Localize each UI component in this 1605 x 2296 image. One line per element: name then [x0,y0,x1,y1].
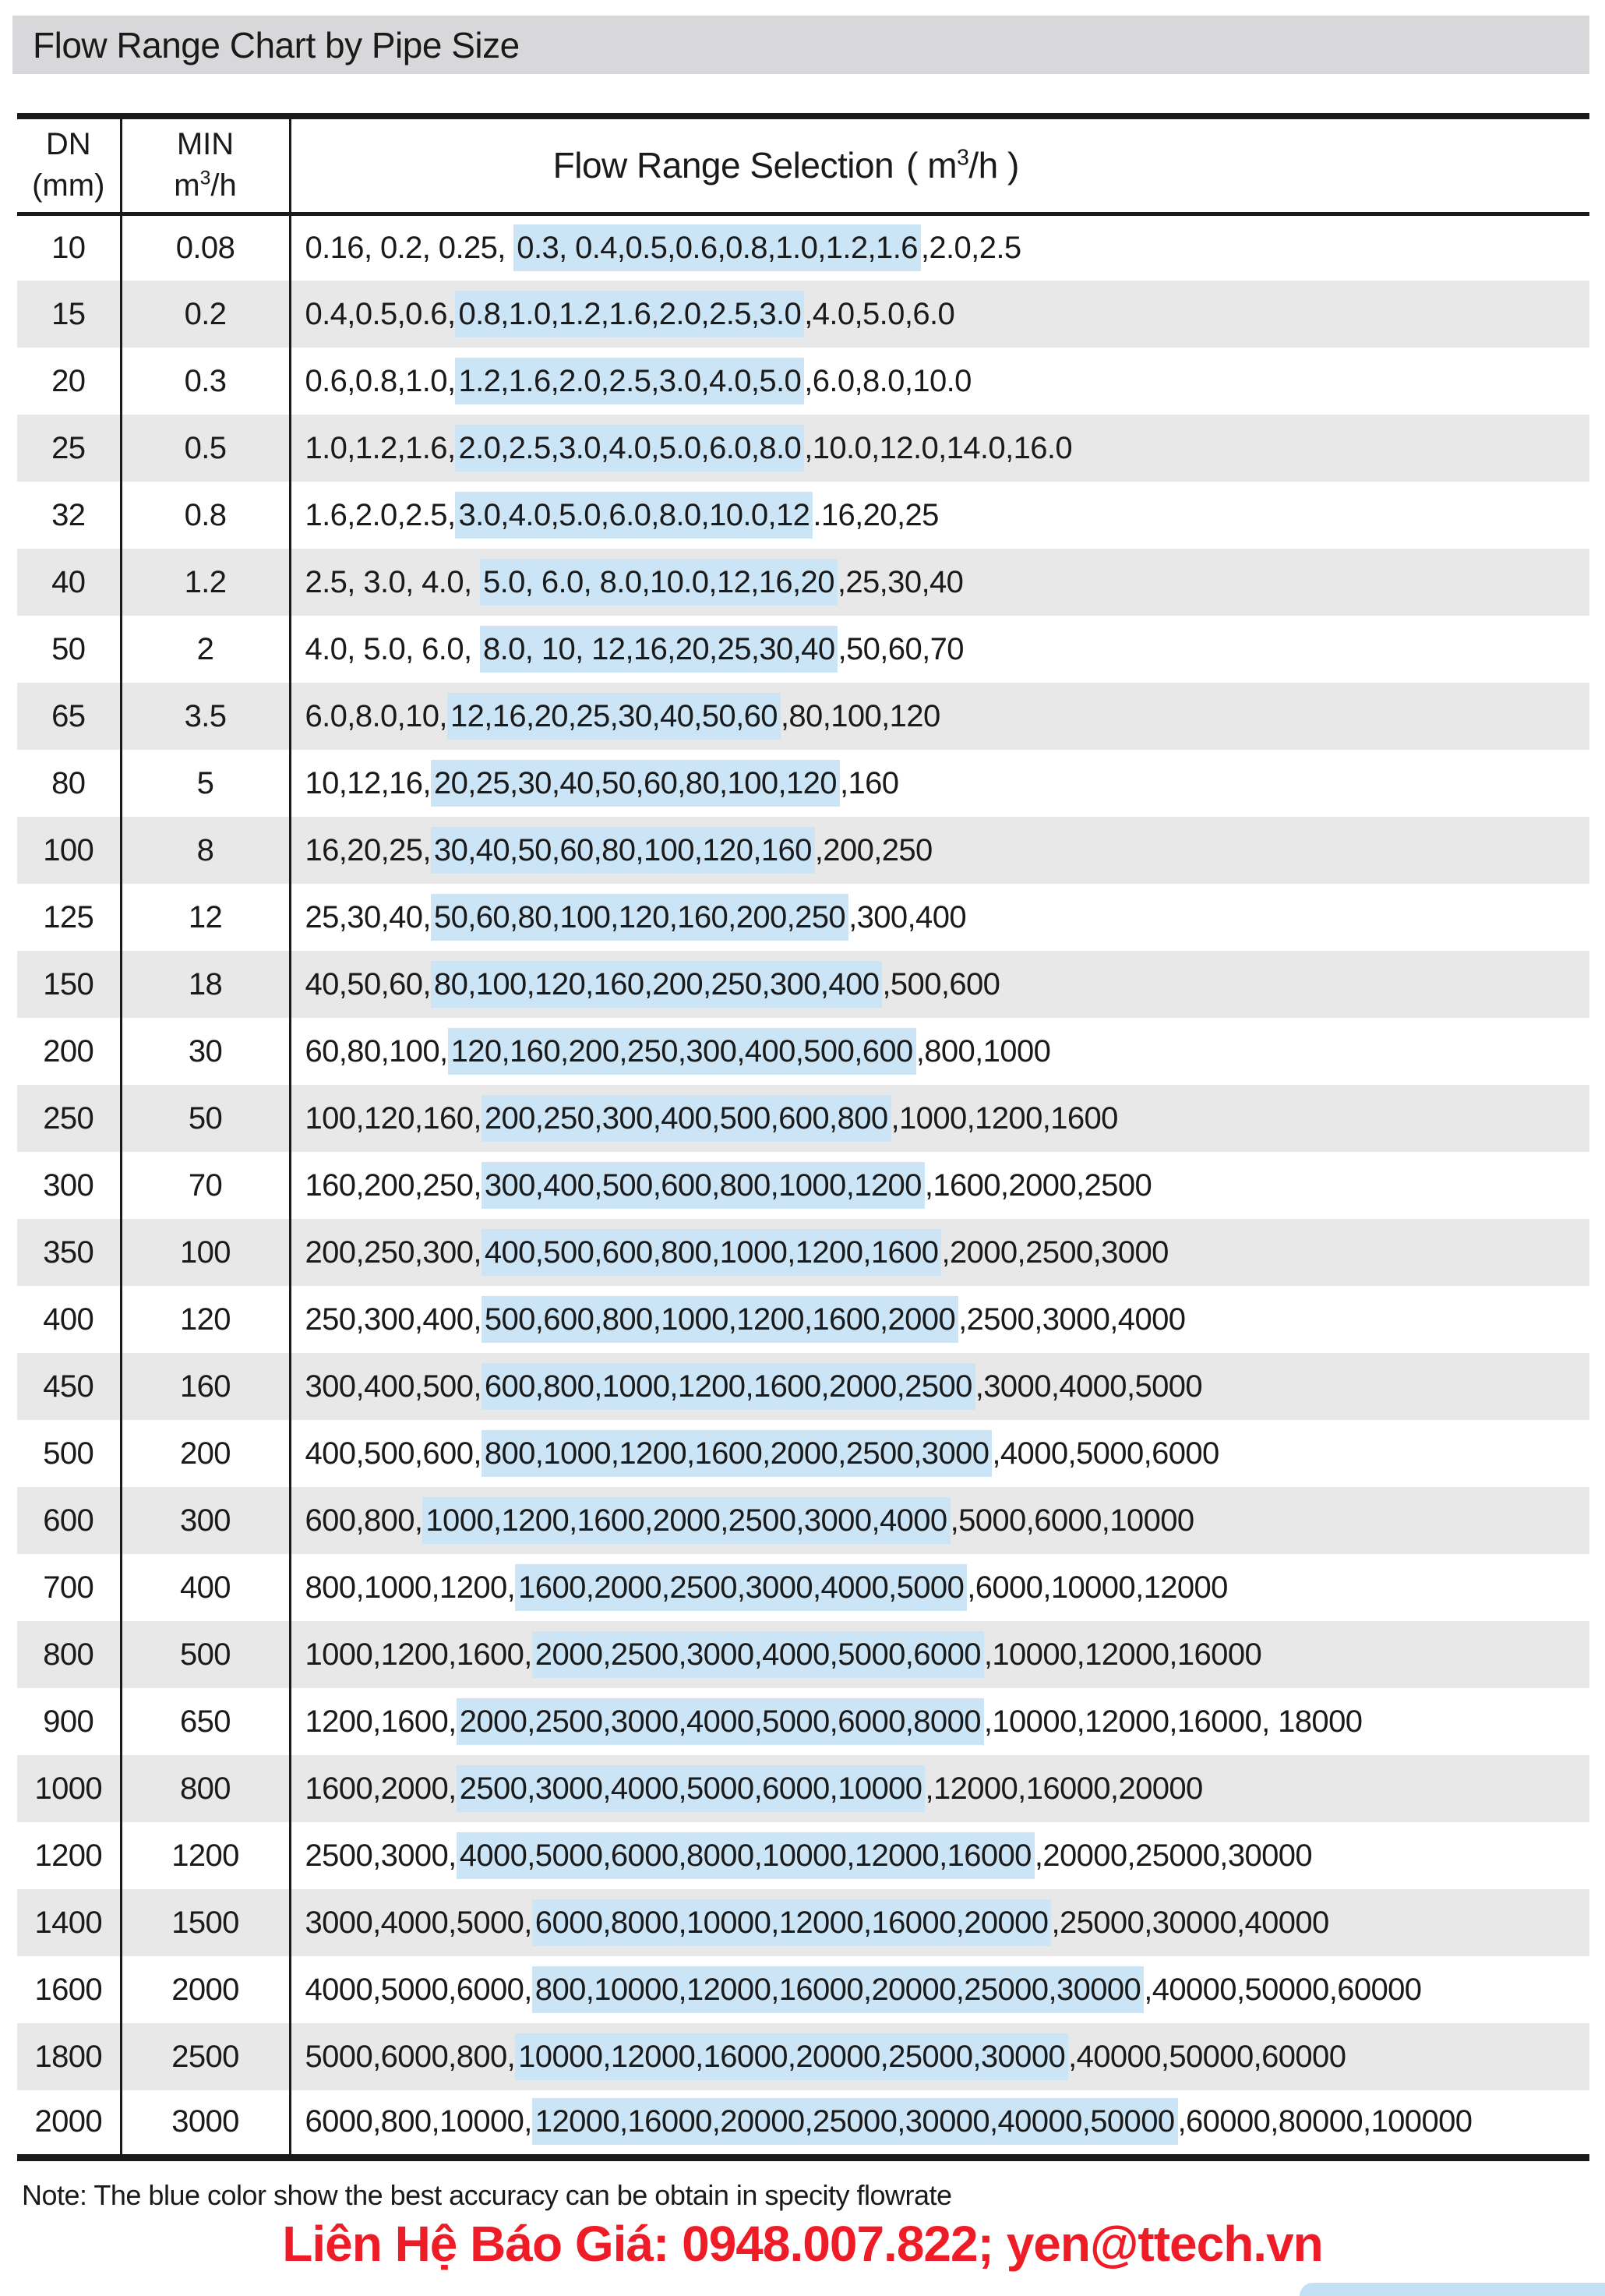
flow-range-prefix: 1200,1600, [305,1704,457,1739]
min-flow-cell: 400 [121,1554,290,1621]
flow-range-highlighted: 300,400,500,600,800,1000,1200 [482,1162,925,1209]
flow-range-highlighted: 800,10000,12000,16000,20000,25000,30000 [532,1966,1144,2013]
flow-range-prefix: 2500,3000, [305,1838,457,1873]
min-flow-cell: 8 [121,817,290,884]
flow-range-suffix: ,50,60,70 [838,631,964,666]
dn-cell: 1400 [17,1889,121,1956]
table-row [17,1085,1589,1152]
flow-range-highlighted: 2000,2500,3000,4000,5000,6000 [532,1631,984,1678]
flow-range-suffix: ,20000,25000,30000 [1034,1838,1313,1873]
header-min-unit: $m^3/h$ [174,168,237,203]
flow-range-highlighted: 500,600,800,1000,1200,1600,2000 [482,1296,958,1343]
flow-range-prefix: 40,50,60, [305,966,431,1001]
flow-range-suffix: ,60000,80000,100000 [1177,2104,1473,2139]
table-row [17,616,1589,683]
flow-range-highlighted: 8.0, 10, 12,16,20,25,30,40 [480,626,838,673]
dn-cell: 2000 [17,2090,121,2157]
dn-cell: 100 [17,817,121,884]
flow-range-prefix: 0.6,0.8,1.0, [305,363,456,398]
table-row [17,1286,1589,1353]
table-row [17,482,1589,549]
table-row [17,1353,1589,1420]
table-row [17,750,1589,817]
min-flow-cell: 650 [121,1688,290,1755]
flow-range-cell [290,1353,1589,1420]
flow-range-suffix: ,6000,10000,12000 [967,1570,1228,1605]
flow-range-prefix: 1.6,2.0,2.5, [305,497,456,532]
dn-cell: 80 [17,750,121,817]
flow-range-prefix: 4.0, 5.0, 6.0, [305,631,480,666]
table-row [17,2023,1589,2090]
header-dn [17,116,121,214]
dn-cell: 600 [17,1487,121,1554]
flow-range-prefix: 1.0,1.2,1.6, [305,430,456,465]
flow-range-cell [290,951,1589,1018]
flow-range-highlighted: 120,160,200,250,300,400,500,600 [448,1028,916,1075]
flow-range-highlighted: 0.8,1.0,1.2,1.6,2.0,2.5,3.0 [455,291,804,337]
min-flow-cell: 3000 [121,2090,290,2157]
dn-cell: 32 [17,482,121,549]
table-row [17,1487,1589,1554]
flow-range-highlighted: 1000,1200,1600,2000,2500,3000,4000 [422,1497,950,1544]
flow-range-cell [290,1219,1589,1286]
flow-range-highlighted: 80,100,120,160,200,250,300,400 [431,961,882,1008]
dn-cell: 15 [17,281,121,348]
dn-cell: 400 [17,1286,121,1353]
min-flow-cell: 0.3 [121,348,290,415]
flow-range-prefix: 160,200,250, [305,1167,482,1203]
flow-range-suffix: ,2500,3000,4000 [958,1302,1186,1337]
corner-decoration [1300,2283,1605,2296]
flow-range-prefix: 16,20,25, [305,832,431,867]
flow-range-prefix: 250,300,400, [305,1302,482,1337]
header-min-line1: MIN [176,127,235,162]
flow-range-table [17,113,1589,2161]
min-flow-cell: 2 [121,616,290,683]
table-row [17,1956,1589,2023]
min-flow-cell: 800 [121,1755,290,1822]
flow-range-highlighted: 1.2,1.6,2.0,2.5,3.0,4.0,5.0 [455,358,804,404]
table-body [17,214,1589,2157]
flow-range-cell [290,281,1589,348]
table-row [17,415,1589,482]
min-flow-cell: 0.8 [121,482,290,549]
table-row [17,1755,1589,1822]
table-row [17,1822,1589,1889]
flow-range-cell [290,1487,1589,1554]
min-flow-cell: 3.5 [121,683,290,750]
table-row [17,884,1589,951]
flow-range-highlighted: 30,40,50,60,80,100,120,160 [431,827,815,874]
min-flow-cell: 500 [121,1621,290,1688]
min-flow-cell: 1200 [121,1822,290,1889]
min-flow-cell: 0.2 [121,281,290,348]
table-row [17,2090,1589,2157]
flow-range-highlighted: 10000,12000,16000,20000,25000,30000 [515,2033,1068,2080]
min-flow-cell: 300 [121,1487,290,1554]
flow-range-suffix: ,6.0,8.0,10.0 [804,363,972,398]
dn-cell: 300 [17,1152,121,1219]
flow-range-cell [290,1554,1589,1621]
flow-range-highlighted: 200,250,300,400,500,600,800 [482,1095,891,1142]
flow-range-prefix: 1600,2000, [305,1771,457,1806]
header-min [121,116,290,214]
table-row [17,1152,1589,1219]
flow-range-suffix: ,40000,50000,60000 [1144,1972,1422,2007]
flow-range-highlighted: 12000,16000,20000,25000,30000,40000,50000 [532,2098,1178,2145]
flow-range-cell [290,1152,1589,1219]
flow-range-suffix: ,1000,1200,1600 [891,1100,1118,1136]
flow-range-prefix: 300,400,500, [305,1369,482,1404]
flow-range-highlighted: 2.0,2.5,3.0,4.0,5.0,6.0,8.0 [455,425,804,472]
min-flow-cell: 2000 [121,1956,290,2023]
flow-range-cell [290,1420,1589,1487]
dn-cell: 1000 [17,1755,121,1822]
flow-range-prefix: 0.16, 0.2, 0.25, [305,230,514,265]
flow-range-highlighted: 1600,2000,2500,3000,4000,5000 [515,1564,967,1611]
flow-range-prefix: 60,80,100, [305,1033,448,1069]
dn-cell: 125 [17,884,121,951]
dn-cell: 450 [17,1353,121,1420]
min-flow-cell: 0.08 [121,214,290,281]
flow-range-suffix: ,3000,4000,5000 [975,1369,1203,1404]
table-row [17,1621,1589,1688]
flow-range-cell [290,1286,1589,1353]
flow-range-cell [290,1085,1589,1152]
table-row [17,348,1589,415]
min-flow-cell: 200 [121,1420,290,1487]
flow-range-prefix: 600,800, [305,1503,423,1538]
min-flow-cell: 12 [121,884,290,951]
min-flow-cell: 18 [121,951,290,1018]
flow-range-cell [290,1755,1589,1822]
flow-range-prefix: 6.0,8.0,10, [305,698,447,733]
flow-range-prefix: 3000,4000,5000, [305,1905,532,1940]
min-flow-cell: 0.5 [121,415,290,482]
flow-range-cell [290,683,1589,750]
table-row [17,214,1589,281]
flow-range-suffix: ,300,400 [848,899,966,934]
flow-range-cell [290,348,1589,415]
table-header [17,116,1589,214]
dn-cell: 150 [17,951,121,1018]
flow-range-suffix: .16,20,25 [813,497,939,532]
flow-range-highlighted: 20,25,30,40,50,60,80,100,120 [431,760,840,807]
flow-range-prefix: 2.5, 3.0, 4.0, [305,564,480,599]
flow-range-suffix: ,10000,12000,16000, 18000 [983,1704,1363,1739]
header-flow-range [290,116,1589,214]
flow-range-suffix: ,10.0,12.0,14.0,16.0 [804,430,1073,465]
flow-range-highlighted: 50,60,80,100,120,160,200,250 [431,894,848,941]
footnote: Note: The blue color show the best accuracy can be obtain in specity flowrate [22,2179,952,2211]
dn-cell: 900 [17,1688,121,1755]
flow-range-cell [290,1688,1589,1755]
flow-range-suffix: ,25000,30000,40000 [1051,1905,1329,1940]
dn-cell: 10 [17,214,121,281]
flow-range-highlighted: 12,16,20,25,30,40,50,60 [447,693,781,740]
table-row [17,1420,1589,1487]
flow-range-prefix: 1000,1200,1600, [305,1637,532,1672]
flow-range-cell [290,1956,1589,2023]
flow-range-suffix: ,12000,16000,20000 [925,1771,1203,1806]
flow-range-prefix: 6000,800,10000, [305,2104,532,2139]
flow-range-cell [290,2023,1589,2090]
dn-cell: 500 [17,1420,121,1487]
dn-cell: 1600 [17,1956,121,2023]
flow-range-suffix: ,40000,50000,60000 [1068,2039,1346,2074]
table-row [17,817,1589,884]
header-dn-line2: (mm) [32,168,105,203]
dn-cell: 40 [17,549,121,616]
flow-range-prefix: 100,120,160, [305,1100,482,1136]
flow-range-cell [290,214,1589,281]
flow-range-cell [290,884,1589,951]
flow-range-prefix: 5000,6000,800, [305,2039,516,2074]
table-row [17,1688,1589,1755]
min-flow-cell: 1500 [121,1889,290,1956]
header-dn-line1: DN [45,127,91,162]
dn-cell: 350 [17,1219,121,1286]
flow-range-cell [290,482,1589,549]
flow-range-suffix: ,10000,12000,16000 [983,1637,1262,1672]
flow-range-highlighted: 5.0, 6.0, 8.0,10.0,12,16,20 [480,559,838,606]
flow-range-suffix: ,25,30,40 [837,564,964,599]
table-row [17,951,1589,1018]
flow-range-cell [290,616,1589,683]
min-flow-cell: 30 [121,1018,290,1085]
flow-range-cell [290,549,1589,616]
flow-range-prefix: 25,30,40, [305,899,431,934]
flow-range-suffix: ,4000,5000,6000 [992,1436,1219,1471]
flow-range-highlighted: 4000,5000,6000,8000,10000,12000,16000 [457,1832,1035,1879]
flow-range-highlighted: 400,500,600,800,1000,1200,1600 [482,1229,942,1276]
table-row [17,549,1589,616]
flow-range-suffix: ,160 [839,765,899,800]
dn-cell: 800 [17,1621,121,1688]
min-flow-cell: 120 [121,1286,290,1353]
flow-range-highlighted: 2000,2500,3000,4000,5000,6000,8000 [457,1698,984,1745]
flow-range-suffix: ,500,600 [882,966,1000,1001]
min-flow-cell: 70 [121,1152,290,1219]
title-bar [12,16,1589,74]
header-row [17,116,1589,214]
flow-range-suffix: ,1600,2000,2500 [924,1167,1152,1203]
flow-range-suffix: ,800,1000 [915,1033,1051,1069]
flow-range-prefix: 10,12,16, [305,765,431,800]
flow-range-cell [290,2090,1589,2157]
table-row [17,683,1589,750]
flow-range-cell [290,1621,1589,1688]
dn-cell: 200 [17,1018,121,1085]
flow-range-cell [290,1018,1589,1085]
dn-cell: 65 [17,683,121,750]
flow-range-suffix: ,2000,2500,3000 [941,1235,1169,1270]
contact-line: Liên Hệ Báo Giá: 0948.007.822; yen@ttech.vn [282,2216,1323,2272]
flow-range-suffix: ,80,100,120 [780,698,940,733]
flow-range-suffix: ,200,250 [814,832,933,867]
flow-range-cell [290,1889,1589,1956]
header-flow-range-unit: ( $m^3/h$ ) [906,145,1019,186]
dn-cell: 250 [17,1085,121,1152]
dn-cell: 50 [17,616,121,683]
table-row [17,1554,1589,1621]
flow-range-cell [290,817,1589,884]
flow-range-highlighted: 6000,8000,10000,12000,16000,20000 [532,1899,1052,1946]
dn-cell: 25 [17,415,121,482]
flow-range-suffix: ,4.0,5.0,6.0 [804,296,955,331]
flow-range-prefix: 400,500,600, [305,1436,482,1471]
dn-cell: 700 [17,1554,121,1621]
page-title: Flow Range Chart by Pipe Size [33,24,520,65]
flow-range-prefix: 0.4,0.5,0.6, [305,296,456,331]
flow-range-suffix: ,5000,6000,10000 [950,1503,1194,1538]
dn-cell: 1200 [17,1822,121,1889]
flow-range-highlighted: 600,800,1000,1200,1600,2000,2500 [482,1363,975,1410]
table-row [17,1219,1589,1286]
flow-range-cell [290,415,1589,482]
table-row [17,1889,1589,1956]
flow-range-highlighted: 3.0,4.0,5.0,6.0,8.0,10.0,12 [455,492,813,539]
min-flow-cell: 160 [121,1353,290,1420]
flow-range-cell [290,1822,1589,1889]
flow-range-highlighted: 800,1000,1200,1600,2000,2500,3000 [482,1430,993,1477]
flow-range-cell [290,750,1589,817]
table-row [17,1018,1589,1085]
flow-range-highlighted: 0.3, 0.4,0.5,0.6,0.8,1.0,1.2,1.6 [513,224,921,271]
flow-range-highlighted: 2500,3000,4000,5000,6000,10000 [457,1765,926,1812]
table-row [17,281,1589,348]
flow-range-prefix: 4000,5000,6000, [305,1972,532,2007]
flow-range-suffix: ,2.0,2.5 [920,230,1021,265]
flow-range-prefix: 200,250,300, [305,1235,482,1270]
dn-cell: 20 [17,348,121,415]
header-flow-range-title: Flow Range Selection [552,145,894,186]
min-flow-cell: 1.2 [121,549,290,616]
flow-range-prefix: 800,1000,1200, [305,1570,516,1605]
min-flow-cell: 100 [121,1219,290,1286]
min-flow-cell: 50 [121,1085,290,1152]
min-flow-cell: 2500 [121,2023,290,2090]
min-flow-cell: 5 [121,750,290,817]
dn-cell: 1800 [17,2023,121,2090]
